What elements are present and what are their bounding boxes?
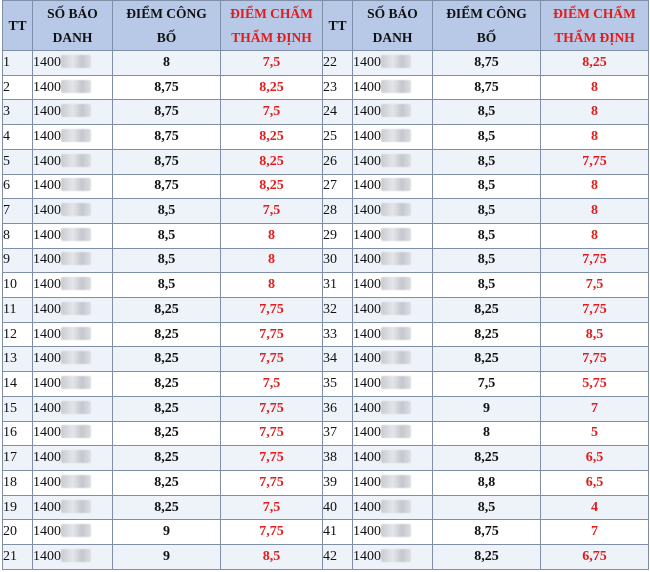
candidate-number xyxy=(353,520,433,545)
row-index: 6 xyxy=(3,174,33,199)
published-score: 8,5 xyxy=(113,199,221,224)
published-score: 8,5 xyxy=(113,223,221,248)
candidate-number-prefix: 1400 xyxy=(353,425,381,441)
published-score: 8,5 xyxy=(113,273,221,298)
candidate-number xyxy=(353,322,433,347)
published-score: 8,75 xyxy=(113,149,221,174)
redacted-digits xyxy=(61,277,91,290)
verified-score: 7,5 xyxy=(221,495,323,520)
row-index: 14 xyxy=(3,372,33,397)
candidate-number-prefix: 1400 xyxy=(353,104,381,120)
row-index: 26 xyxy=(323,149,353,174)
published-score: 8,25 xyxy=(433,545,541,570)
row-index: 3 xyxy=(3,100,33,125)
redacted-digits xyxy=(381,277,411,290)
verified-score: 8 xyxy=(541,100,649,125)
redacted-digits xyxy=(381,252,411,265)
published-score: 8,25 xyxy=(113,470,221,495)
redacted-digits xyxy=(381,401,411,414)
row-index: 4 xyxy=(3,125,33,150)
table-row xyxy=(3,446,649,471)
row-index: 29 xyxy=(323,223,353,248)
verified-score: 7,75 xyxy=(541,298,649,323)
published-score: 8,25 xyxy=(113,446,221,471)
row-index: 7 xyxy=(3,199,33,224)
verified-score: 8,25 xyxy=(221,75,323,100)
candidate-number-prefix: 1400 xyxy=(33,375,61,391)
published-score: 8,25 xyxy=(113,495,221,520)
redacted-digits xyxy=(381,302,411,315)
redacted-digits xyxy=(61,549,91,562)
redacted-digits xyxy=(61,80,91,93)
redacted-digits xyxy=(381,450,411,463)
row-index: 10 xyxy=(3,273,33,298)
row-index: 8 xyxy=(3,223,33,248)
candidate-number xyxy=(33,520,113,545)
verified-score: 7,75 xyxy=(221,322,323,347)
candidate-number-prefix: 1400 xyxy=(353,400,381,416)
redacted-digits xyxy=(381,376,411,389)
candidate-number-prefix: 1400 xyxy=(33,227,61,243)
row-index: 34 xyxy=(323,347,353,372)
redacted-digits xyxy=(61,401,91,414)
verified-score: 8,5 xyxy=(221,545,323,570)
redacted-digits xyxy=(381,228,411,241)
verified-score: 6,5 xyxy=(541,446,649,471)
redacted-digits xyxy=(381,500,411,513)
verified-score: 7,5 xyxy=(221,51,323,76)
redacted-digits xyxy=(381,203,411,216)
verified-score: 7,5 xyxy=(221,100,323,125)
table-row xyxy=(3,545,649,570)
candidate-number-prefix: 1400 xyxy=(353,128,381,144)
candidate-number xyxy=(353,372,433,397)
row-index: 17 xyxy=(3,446,33,471)
redacted-digits xyxy=(61,327,91,340)
published-score: 8,75 xyxy=(433,520,541,545)
row-index: 39 xyxy=(323,470,353,495)
verified-score: 8,25 xyxy=(541,51,649,76)
table-header xyxy=(3,1,649,51)
candidate-number-prefix: 1400 xyxy=(33,549,61,565)
candidate-number xyxy=(353,298,433,323)
candidate-number xyxy=(33,298,113,323)
published-score: 8,5 xyxy=(433,149,541,174)
table-row xyxy=(3,51,649,76)
table-row xyxy=(3,322,649,347)
candidate-number xyxy=(353,248,433,273)
verified-score: 6,75 xyxy=(541,545,649,570)
row-index: 41 xyxy=(323,520,353,545)
table-row xyxy=(3,495,649,520)
candidate-number-prefix: 1400 xyxy=(353,178,381,194)
redacted-digits xyxy=(61,129,91,142)
candidate-number xyxy=(353,495,433,520)
candidate-number xyxy=(353,421,433,446)
published-score: 9 xyxy=(433,396,541,421)
row-index: 33 xyxy=(323,322,353,347)
candidate-number-prefix: 1400 xyxy=(353,252,381,268)
redacted-digits xyxy=(381,129,411,142)
candidate-number-prefix: 1400 xyxy=(33,153,61,169)
row-index: 21 xyxy=(3,545,33,570)
redacted-digits xyxy=(381,475,411,488)
candidate-number-prefix: 1400 xyxy=(353,549,381,565)
header-published-score: ĐIỂM CÔNG BỐ xyxy=(113,1,221,51)
redacted-digits xyxy=(61,475,91,488)
published-score: 8,5 xyxy=(433,174,541,199)
candidate-number xyxy=(33,273,113,298)
header-tt: TT xyxy=(3,1,33,51)
published-score: 8,25 xyxy=(113,298,221,323)
candidate-number xyxy=(33,51,113,76)
table-row xyxy=(3,298,649,323)
table-row xyxy=(3,421,649,446)
candidate-number xyxy=(353,223,433,248)
verified-score: 6,5 xyxy=(541,470,649,495)
candidate-number-prefix: 1400 xyxy=(353,450,381,466)
verified-score: 7,75 xyxy=(541,248,649,273)
table-row xyxy=(3,347,649,372)
published-score: 8,75 xyxy=(113,174,221,199)
redacted-digits xyxy=(381,154,411,167)
published-score: 8,75 xyxy=(433,75,541,100)
verified-score: 8 xyxy=(541,174,649,199)
published-score: 8,25 xyxy=(113,347,221,372)
candidate-number-prefix: 1400 xyxy=(353,153,381,169)
published-score: 8,25 xyxy=(113,396,221,421)
row-index: 2 xyxy=(3,75,33,100)
redacted-digits xyxy=(61,500,91,513)
candidate-number xyxy=(353,347,433,372)
table-row xyxy=(3,273,649,298)
row-index: 32 xyxy=(323,298,353,323)
candidate-number-prefix: 1400 xyxy=(33,425,61,441)
verified-score: 7,75 xyxy=(221,470,323,495)
row-index: 23 xyxy=(323,75,353,100)
candidate-number-prefix: 1400 xyxy=(33,474,61,490)
verified-score: 8,5 xyxy=(541,322,649,347)
verified-score: 7,75 xyxy=(221,298,323,323)
published-score: 8,75 xyxy=(433,51,541,76)
redacted-digits xyxy=(381,178,411,191)
header-verified-score: ĐIỂM CHẤM THẨM ĐỊNH xyxy=(541,1,649,51)
candidate-number-prefix: 1400 xyxy=(353,79,381,95)
published-score: 8,25 xyxy=(113,421,221,446)
candidate-number xyxy=(33,199,113,224)
candidate-number xyxy=(33,322,113,347)
table-row xyxy=(3,199,649,224)
candidate-number xyxy=(353,149,433,174)
header-sbd: SỐ BÁO DANH xyxy=(33,1,113,51)
candidate-number xyxy=(33,347,113,372)
row-index: 24 xyxy=(323,100,353,125)
candidate-number-prefix: 1400 xyxy=(33,326,61,342)
verified-score: 7,75 xyxy=(541,347,649,372)
published-score: 7,5 xyxy=(433,372,541,397)
candidate-number-prefix: 1400 xyxy=(33,351,61,367)
published-score: 8,25 xyxy=(433,322,541,347)
table-body xyxy=(3,51,649,570)
verified-score: 7,5 xyxy=(541,273,649,298)
candidate-number xyxy=(353,199,433,224)
candidate-number-prefix: 1400 xyxy=(353,375,381,391)
candidate-number xyxy=(33,470,113,495)
candidate-number-prefix: 1400 xyxy=(33,524,61,540)
redacted-digits xyxy=(381,425,411,438)
candidate-number xyxy=(33,174,113,199)
published-score: 8,5 xyxy=(433,125,541,150)
verified-score: 8 xyxy=(541,125,649,150)
row-index: 37 xyxy=(323,421,353,446)
row-index: 36 xyxy=(323,396,353,421)
candidate-number xyxy=(353,100,433,125)
redacted-digits xyxy=(381,524,411,537)
table-row xyxy=(3,248,649,273)
score-table xyxy=(2,0,649,570)
published-score: 8 xyxy=(433,421,541,446)
verified-score: 7 xyxy=(541,520,649,545)
candidate-number xyxy=(33,495,113,520)
candidate-number-prefix: 1400 xyxy=(33,499,61,515)
row-index: 35 xyxy=(323,372,353,397)
table-row xyxy=(3,174,649,199)
verified-score: 8 xyxy=(221,248,323,273)
redacted-digits xyxy=(61,228,91,241)
row-index: 1 xyxy=(3,51,33,76)
verified-score: 7,5 xyxy=(221,372,323,397)
redacted-digits xyxy=(381,55,411,68)
redacted-digits xyxy=(61,55,91,68)
candidate-number-prefix: 1400 xyxy=(353,301,381,317)
published-score: 8,25 xyxy=(433,347,541,372)
candidate-number-prefix: 1400 xyxy=(33,128,61,144)
verified-score: 7 xyxy=(541,396,649,421)
row-index: 40 xyxy=(323,495,353,520)
candidate-number-prefix: 1400 xyxy=(33,54,61,70)
verified-score: 8,25 xyxy=(221,149,323,174)
candidate-number xyxy=(353,51,433,76)
candidate-number-prefix: 1400 xyxy=(353,474,381,490)
row-index: 27 xyxy=(323,174,353,199)
candidate-number xyxy=(353,446,433,471)
verified-score: 7,75 xyxy=(221,396,323,421)
verified-score: 7,75 xyxy=(221,520,323,545)
row-index: 31 xyxy=(323,273,353,298)
candidate-number xyxy=(33,248,113,273)
redacted-digits xyxy=(381,327,411,340)
verified-score: 4 xyxy=(541,495,649,520)
verified-score: 8,25 xyxy=(221,125,323,150)
verified-score: 7,75 xyxy=(541,149,649,174)
candidate-number xyxy=(353,75,433,100)
candidate-number xyxy=(33,421,113,446)
candidate-number xyxy=(353,396,433,421)
verified-score: 7,75 xyxy=(221,446,323,471)
verified-score: 8 xyxy=(541,223,649,248)
table-row xyxy=(3,75,649,100)
candidate-number xyxy=(33,149,113,174)
verified-score: 7,5 xyxy=(221,199,323,224)
published-score: 8,5 xyxy=(433,223,541,248)
candidate-number xyxy=(353,125,433,150)
redacted-digits xyxy=(61,376,91,389)
candidate-number xyxy=(33,372,113,397)
row-index: 18 xyxy=(3,470,33,495)
verified-score: 8 xyxy=(541,75,649,100)
published-score: 8,75 xyxy=(113,75,221,100)
candidate-number-prefix: 1400 xyxy=(33,301,61,317)
redacted-digits xyxy=(381,549,411,562)
row-index: 13 xyxy=(3,347,33,372)
table-row xyxy=(3,100,649,125)
header-sbd: SỐ BÁO DANH xyxy=(353,1,433,51)
published-score: 8,8 xyxy=(433,470,541,495)
candidate-number-prefix: 1400 xyxy=(33,400,61,416)
row-index: 16 xyxy=(3,421,33,446)
row-index: 11 xyxy=(3,298,33,323)
row-index: 28 xyxy=(323,199,353,224)
published-score: 8,5 xyxy=(433,495,541,520)
published-score: 8,5 xyxy=(113,248,221,273)
candidate-number xyxy=(33,100,113,125)
redacted-digits xyxy=(381,104,411,117)
candidate-number-prefix: 1400 xyxy=(33,252,61,268)
candidate-number-prefix: 1400 xyxy=(353,499,381,515)
candidate-number-prefix: 1400 xyxy=(353,203,381,219)
candidate-number-prefix: 1400 xyxy=(353,326,381,342)
redacted-digits xyxy=(61,154,91,167)
row-index: 12 xyxy=(3,322,33,347)
row-index: 42 xyxy=(323,545,353,570)
verified-score: 8 xyxy=(221,273,323,298)
candidate-number-prefix: 1400 xyxy=(353,524,381,540)
candidate-number-prefix: 1400 xyxy=(33,178,61,194)
row-index: 5 xyxy=(3,149,33,174)
verified-score: 5,75 xyxy=(541,372,649,397)
verified-score: 5 xyxy=(541,421,649,446)
table-row xyxy=(3,396,649,421)
published-score: 8,75 xyxy=(113,100,221,125)
candidate-number xyxy=(33,223,113,248)
redacted-digits xyxy=(381,80,411,93)
published-score: 8,5 xyxy=(433,273,541,298)
candidate-number xyxy=(33,545,113,570)
table-row xyxy=(3,149,649,174)
table-row xyxy=(3,223,649,248)
published-score: 9 xyxy=(113,520,221,545)
published-score: 8 xyxy=(113,51,221,76)
published-score: 8,25 xyxy=(113,322,221,347)
redacted-digits xyxy=(61,524,91,537)
candidate-number xyxy=(353,273,433,298)
row-index: 19 xyxy=(3,495,33,520)
header-verified-score: ĐIỂM CHẤM THẨM ĐỊNH xyxy=(221,1,323,51)
published-score: 8,5 xyxy=(433,199,541,224)
published-score: 8,5 xyxy=(433,100,541,125)
published-score: 9 xyxy=(113,545,221,570)
verified-score: 8,25 xyxy=(221,174,323,199)
published-score: 8,25 xyxy=(433,446,541,471)
redacted-digits xyxy=(61,104,91,117)
header-tt: TT xyxy=(323,1,353,51)
published-score: 8,5 xyxy=(433,248,541,273)
redacted-digits xyxy=(61,302,91,315)
row-index: 25 xyxy=(323,125,353,150)
row-index: 9 xyxy=(3,248,33,273)
redacted-digits xyxy=(61,450,91,463)
redacted-digits xyxy=(61,178,91,191)
verified-score: 8 xyxy=(221,223,323,248)
table-row xyxy=(3,372,649,397)
table-row xyxy=(3,470,649,495)
candidate-number-prefix: 1400 xyxy=(353,277,381,293)
row-index: 38 xyxy=(323,446,353,471)
candidate-number-prefix: 1400 xyxy=(33,277,61,293)
candidate-number-prefix: 1400 xyxy=(353,227,381,243)
candidate-number xyxy=(33,125,113,150)
candidate-number-prefix: 1400 xyxy=(33,450,61,466)
verified-score: 7,75 xyxy=(221,347,323,372)
table-row xyxy=(3,520,649,545)
redacted-digits xyxy=(61,252,91,265)
redacted-digits xyxy=(61,351,91,364)
row-index: 20 xyxy=(3,520,33,545)
redacted-digits xyxy=(61,203,91,216)
verified-score: 8 xyxy=(541,199,649,224)
candidate-number xyxy=(353,174,433,199)
row-index: 22 xyxy=(323,51,353,76)
candidate-number-prefix: 1400 xyxy=(353,351,381,367)
candidate-number xyxy=(353,470,433,495)
row-index: 15 xyxy=(3,396,33,421)
candidate-number xyxy=(353,545,433,570)
header-published-score: ĐIỂM CÔNG BỐ xyxy=(433,1,541,51)
candidate-number-prefix: 1400 xyxy=(33,104,61,120)
candidate-number-prefix: 1400 xyxy=(33,203,61,219)
candidate-number-prefix: 1400 xyxy=(353,54,381,70)
candidate-number xyxy=(33,396,113,421)
published-score: 8,25 xyxy=(433,298,541,323)
published-score: 8,25 xyxy=(113,372,221,397)
redacted-digits xyxy=(381,351,411,364)
verified-score: 7,75 xyxy=(221,421,323,446)
table-row xyxy=(3,125,649,150)
published-score: 8,75 xyxy=(113,125,221,150)
row-index: 30 xyxy=(323,248,353,273)
candidate-number-prefix: 1400 xyxy=(33,79,61,95)
redacted-digits xyxy=(61,425,91,438)
candidate-number xyxy=(33,75,113,100)
candidate-number xyxy=(33,446,113,471)
